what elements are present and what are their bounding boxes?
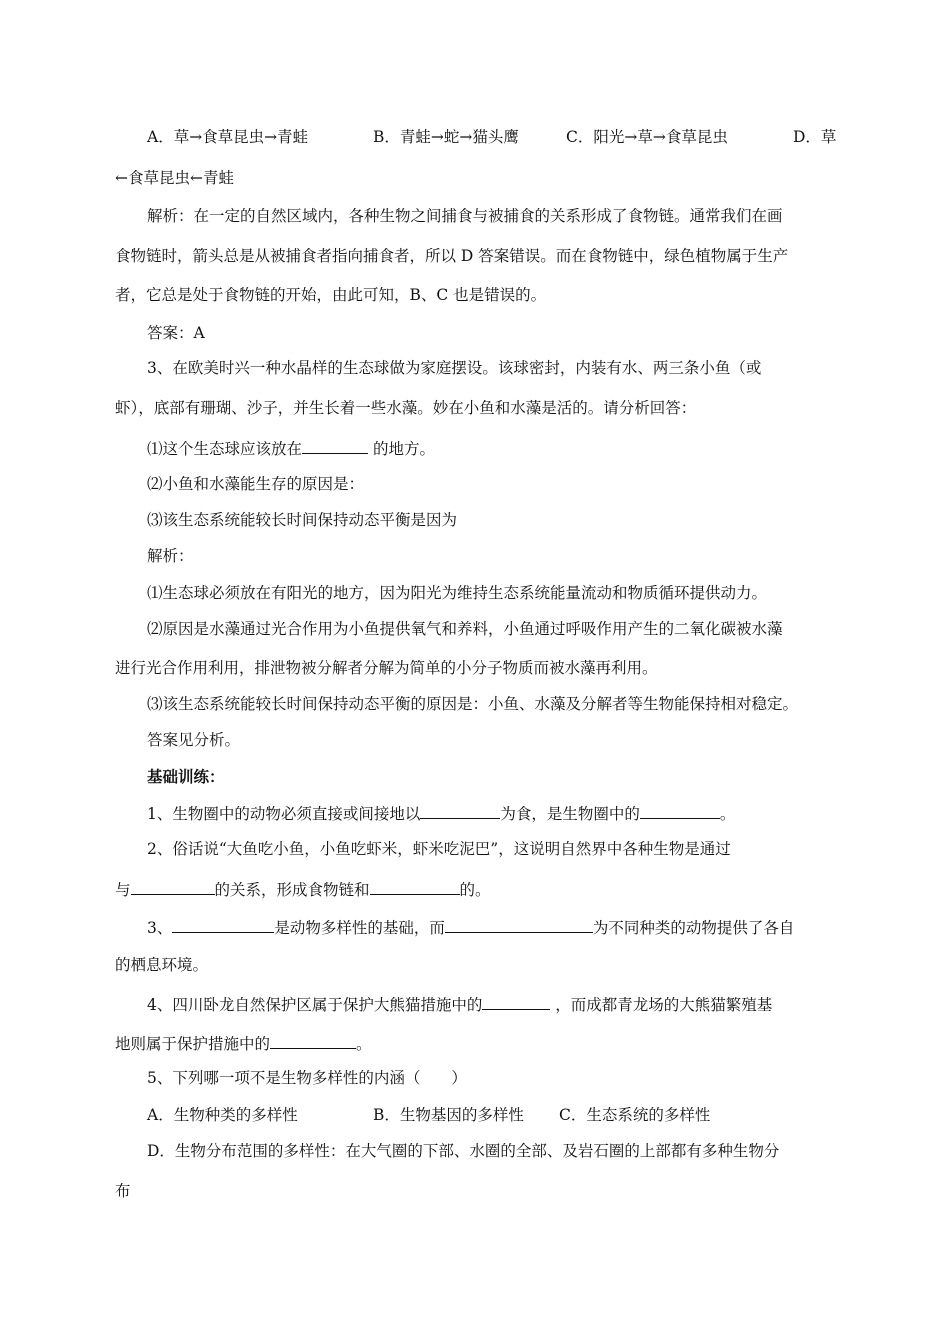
exercise-4-text: ，而成都青龙场的大熊猫繁殖基 [550,996,773,1014]
part-1-text: ⑴这个生态球应该放在 [147,440,303,458]
exercise-2-text: 的。 [459,881,491,899]
exercise-1-text: 。 [719,805,736,823]
exercise-4-text: 。 [356,1035,372,1053]
exercise-2: 2、俗话说“大鱼吃小鱼，小鱼吃虾米，虾米吃泥巴”，这说明自然界中各种生物是通过 [147,840,731,858]
exercise-5-option-d: D．生物分布范围的多样性：在大气圈的下部、水圈的全部、及岩石圈的上部都有多种生物分 [147,1142,780,1160]
exercise-1-text: 1、生物圈中的动物必须直接或间接地以 [147,805,421,823]
option-d-continued: ←食草昆虫←青蛙 [115,169,234,187]
exercise-2-text: 与 [115,881,131,899]
blank [640,802,720,819]
analysis-line-1: 解析：在一定的自然区域内，各种生物之间捕食与被捕食的关系形成了食物链。通常我们在画 [147,207,783,225]
exercise-2-continued [115,878,491,900]
analysis-label: 解析： [147,547,194,565]
exercise-4-text: 4、四川卧龙自然保护区属于保护大熊猫措施中的 [147,996,483,1014]
blank [270,1032,356,1049]
section-heading: 基础训练： [147,767,225,786]
exercise-3-text: 是动物多样性的基础，而 [274,919,445,937]
question-3-part-1 [147,437,435,459]
blank [302,437,368,454]
blank [172,916,274,933]
option-a: A．草→食草昆虫→青蛙 [147,128,309,146]
exercise-5-option-d-continued: 布 [115,1182,131,1200]
analysis-part-2: ⑵原因是水藻通过光合作用为小鱼提供氧气和养料，小鱼通过呼吸作用产生的二氧化碳被水藻 [147,620,783,638]
exercise-5-option-c: C．生态系统的多样性 [559,1106,711,1124]
option-d: D．草 [793,128,837,146]
exercise-4-continued [115,1032,372,1054]
exercise-3-continued: 的栖息环境。 [115,956,209,974]
analysis-line-2: 食物链时，箭头总是从被捕食者指向捕食者，所以 D 答案错误。而在食物链中，绿色植物属于生产 [115,247,789,265]
question-3-part-2: ⑵小鱼和水藻能生存的原因是： [147,475,365,493]
analysis-part-3: ⑶该生态系统能较长时间保持动态平衡的原因是：小鱼、水藻及分解者等生物能保持相对稳定。 [147,695,799,713]
blank [131,878,215,895]
question-3-line-1: 3、在欧美时兴一种水晶样的生态球做为家庭摆设。该球密封，内装有水、两三条小鱼（或 [147,359,762,377]
exercise-2-text: 的关系，形成食物链和 [214,881,370,899]
exercise-3-text: 3、 [147,919,173,937]
exercise-3 [147,916,794,938]
exercise-4-text: 地则属于保护措施中的 [115,1035,271,1053]
exercise-3-text: 为不同种类的动物提供了各自 [592,919,795,937]
blank [370,878,460,895]
question-3-line-2: 虾），底部有珊瑚、沙子，并生长着一些水藻。妙在小鱼和水藻是活的。请分析回答： [115,399,697,417]
answer: 答案：A [147,324,205,342]
question-3-part-3: ⑶该生态系统能较长时间保持动态平衡是因为 [147,511,458,529]
blank [445,916,593,933]
analysis-line-3: 者，它总是处于食物链的开始，由此可知，B、C 也是错误的。 [115,286,547,304]
analysis-part-1: ⑴生态球必须放在有阳光的地方，因为阳光为维持生态系统能量流动和物质循环提供动力。 [147,584,768,602]
option-c: C．阳光→草→食草昆虫 [566,128,728,146]
exercise-1-text: 为食，是生物圈中的 [500,805,640,823]
answer-see-analysis: 答案见分析。 [147,731,241,749]
part-1-suffix: 的地方。 [368,440,435,458]
exercise-1 [147,802,735,824]
blank [420,802,500,819]
exercise-5-option-b: B．生物基因的多样性 [373,1106,524,1124]
blank [482,993,550,1010]
analysis-part-2-continued: 进行光合作用利用，排泄物被分解者分解为简单的小分子物质而被水藻再利用。 [115,659,658,677]
exercise-5: 5、下列哪一项不是生物多样性的内涵（ ） [147,1069,467,1087]
exercise-5-option-a: A．生物种类的多样性 [147,1106,298,1124]
option-b: B．青蛙→蛇→猫头鹰 [373,128,519,146]
exercise-4 [147,993,772,1015]
